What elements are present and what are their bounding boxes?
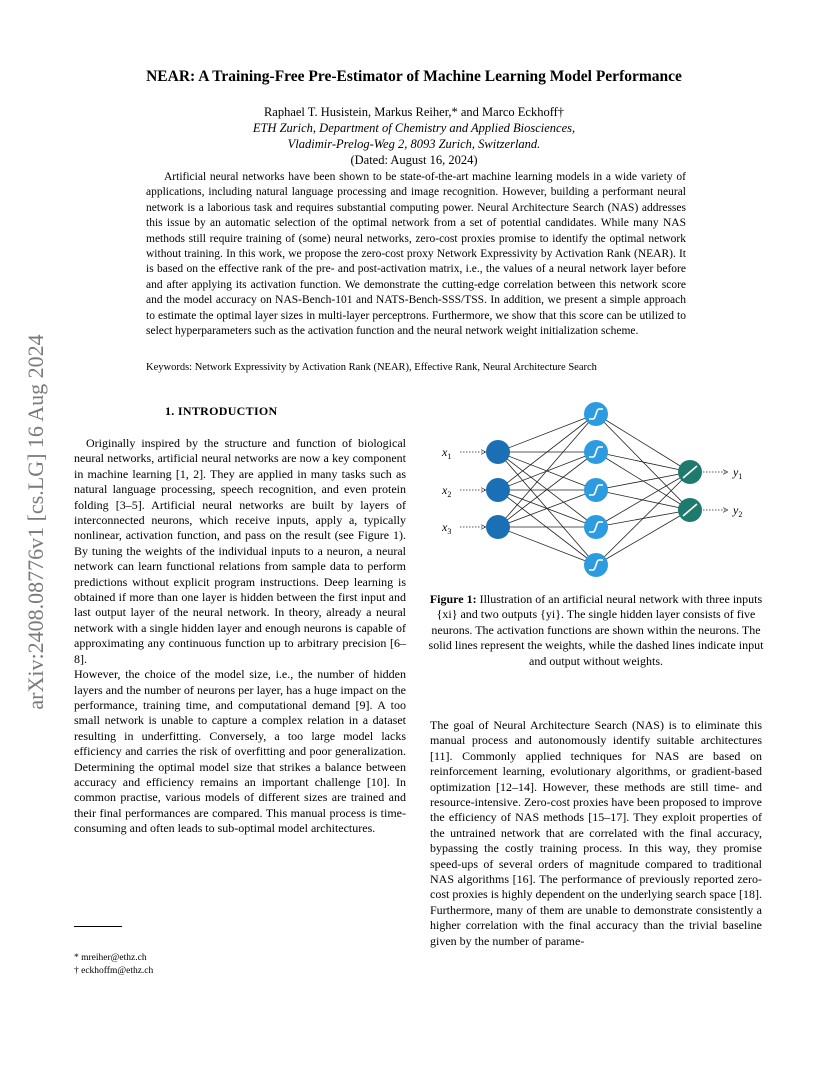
input-neuron [486,440,510,464]
paper-title: NEAR: A Training-Free Pre-Estimator of Machine Learning Model Performance [146,68,682,85]
input-neuron [486,515,510,539]
weight-line [498,490,596,565]
section-heading: 1. INTRODUCTION [165,404,278,418]
right-column-paragraph: The goal of Neural Architecture Search (NAS) is to eliminate this manual process and autonomously identify suitable architectures [11]. Commonly applied techniques for NAS are based on reinforcement learning, evolutionary algorithms, or gradient-based optimization [12–14]. However, these methods are still time- and resource-intensive. Zero-cost proxies have been proposed to improve the efficiency of NAS methods [15–17]. They exploit properties of the untrained network that are correlated with the final accuracy, bypassing the costly training process. In this way, they promise speed-ups of several orders of magnitude compared to traditional NAS algorithms [16]. The performance of previously reported zero-cost proxies is highly dependent on the underlying search space [18]. Furthermore, many of them are unable to demonstrate consistently a higher correlation with the final accuracy than the trivial baseline given by the number of parame- [430,718,762,948]
arxiv-identifier: arXiv:2408.08776v1 [cs.LG] 16 Aug 2024 [23,334,48,710]
arxiv-side-stamp [24,282,48,762]
input-label: $x_2$ [442,483,452,499]
neural-network-diagram [430,394,770,584]
weight-line [596,452,690,472]
input-label: $x_1$ [442,445,452,461]
footnote-1: * mreiher@ethz.ch [74,953,147,963]
hidden-neuron [584,402,608,426]
input-neuron [486,478,510,502]
neural-network-figure [430,394,770,584]
output-neuron [678,498,702,522]
footnotes [74,952,153,978]
affiliation-line-1: ETH Zurich, Department of Chemistry and Applied Biosciences, [252,121,576,135]
output-label: $y_1$ [733,465,743,481]
keywords: Keywords: Network Expressivity by Activation Rank (NEAR), Effective Rank, Neural Architecture Search [146,362,597,373]
input-label: $x_3$ [442,520,452,536]
intro-paragraph-2: However, the choice of the model size, i.e., the number of hidden layers and the number of neurons per layer, has a huge impact on the performance, training time, and computational demand [9]. A too small network is unable to capture a complex relation in a dataset resulting in underfitting. Conversely, a too large model lacks efficiency and carries the risk of overfitting and poor generalization. Determining the optimal model size that strikes a balance between accuracy and efficiency remains an important challenge [10]. In common practise, various models of different sizes are trained and their final performances are compared. This manual process is time-consuming and often leads to sub-optimal model architectures. [74,667,406,836]
weight-line [596,490,690,510]
hidden-neuron [584,440,608,464]
weight-line [498,414,596,452]
hidden-neuron [584,553,608,577]
output-label: $y_2$ [733,503,743,519]
caption-label: Figure 1: [429,592,477,606]
weight-line [498,414,596,527]
figure-caption [428,592,764,669]
hidden-neuron [584,478,608,502]
date-line: (Dated: August 16, 2024) [350,153,478,167]
footnote-2: † eckhoffm@ethz.ch [74,966,154,976]
left-column-body [74,436,406,837]
caption-text: Illustration of an artificial neural network with three inputs {xi} and two outputs {yi}. The single hidden layer consists of five neurons. The activation functions are shown within the neurons. The solid lines represent the weights, while the dashed lines indicate input and output without weights. [428,592,764,668]
abstract: Artificial neural networks have been shown to be state-of-the-art machine learning models in a wide variety of applications, including natural language processing and image recognition. However, building a performant neural network is a laborious task and requires substantial computing power. Neural Architecture Search (NAS) addresses this issue by an automatic selection of the optimal network from a set of potential candidates. While many NAS methods still require training of (some) neural networks, zero-cost proxies promise to identify the optimal network without training. In this work, we propose the zero-cost proxy Network Expressivity by Activation Rank (NEAR). It is based on the effective rank of the pre- and post-activation matrix, i.e., the values of a neural network layer before and after applying its activation function. We demonstrate the cutting-edge correlation between this network score and the model accuracy on NAS-Bench-101 and NATS-Bench-SSS/TSS. In addition, we present a simple approach to estimate the optimal layer sizes in multi-layer perceptrons. Furthermore, we show that this score can be utilized to select hyperparameters such as the activation function and the neural network weight initialization scheme. [146,171,686,338]
author-block [100,104,728,168]
footnote-rule [74,926,122,927]
output-neuron [678,460,702,484]
affiliation-line-2: Vladimir-Prelog-Weg 2, 8093 Zurich, Switzerland. [287,137,541,151]
hidden-neuron [584,515,608,539]
weight-line [596,472,690,490]
intro-paragraph-1: Originally inspired by the structure and function of biological neural networks, artificial neural networks are now a key component in machine learning [1, 2]. They are applied in many tasks such as natural language processing, speech recognition, and even protein folding [3–5]. Artificial neural networks are built by layers of interconnected neurons, which receive inputs, apply a, typically nonlinear, activation function, and pass on the result (see Figure 1). By tuning the weights of the individual inputs to a neuron, a neural network can learn functional relations from sample data to perform predictions without explicit program instructions. Deep learning is obtained if more than one layer is hidden between the first input and last output layer of the neural network. In theory, already a neural network with a single hidden layer and enough neurons is capable of approximating any continuous function up to arbitrary precision [6–8]. [74,436,406,666]
weight-line [498,527,596,565]
weight-line [596,414,690,472]
author-names: Raphael T. Husistein, Markus Reiher,* and Marco Eckhoff† [263,105,565,119]
